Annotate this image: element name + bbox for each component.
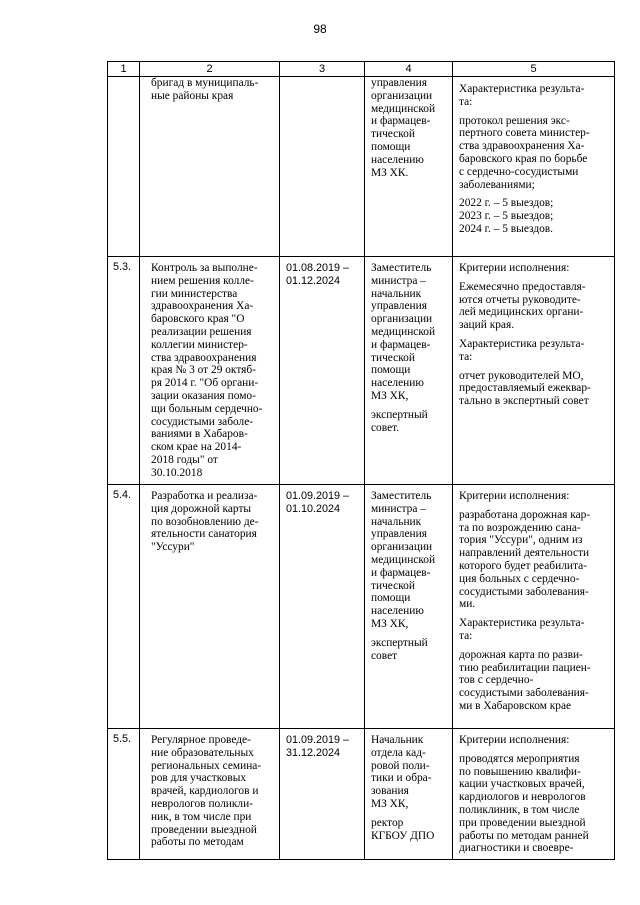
header-col-1: 1 (108, 62, 140, 77)
responsible-cell (365, 729, 453, 860)
row-number: 5.3. (113, 261, 132, 273)
responsible-cell (365, 257, 453, 485)
responsible-text: Заместитель министра – начальник управления организации медицинской и фармацев- тической помощи населению МЗ ХК, (371, 490, 436, 630)
dates-cell (280, 485, 365, 729)
description-cell (140, 729, 280, 860)
header-col-4: 4 (365, 62, 453, 77)
dates-text: 01.08.2019 – 01.12.2024 (286, 262, 350, 287)
responsible-cell (365, 485, 453, 729)
responsible-text: Заместитель министра – начальник управления организации медицинской и фармацев- тической помощи населению МЗ ХК, (371, 262, 436, 402)
description-cell (140, 257, 280, 485)
criteria-text: проводятся мероприятия по повышению квалифи- кации участковых врачей, кардиологов и неврологов поликлиник, в том числе при проведении выездной работы по методам ранней диагностики и своевре- (459, 752, 589, 855)
responsible-extra: экспертный совет. (371, 408, 428, 434)
header-col-3: 3 (280, 62, 365, 77)
header-col-2: 2 (140, 62, 280, 77)
description-cell (140, 77, 280, 257)
result-heading: Характеристика результа- та: (459, 337, 585, 363)
result-text: протокол решения экс- пертного совета министер- ства здравоохранения Ха- баровского края по борьбе с сердечно-сосудистыми заболеваниями; (459, 114, 590, 191)
table-row (108, 257, 615, 485)
description-text: Контроль за выполне- нием решения колле- гии министерства здравоохранения Ха- баровского края "О реализации решения коллегии министер- ства здравоохранения края № 3 от 29 октяб- ря 2014 г. "Об органи- зации оказания помо- щи больным сердечно- сосудистыми заболе- ваниями в Хабаров- ском крае на 2014- 2018 годы" от 30.10.2018 (151, 262, 263, 479)
result-text: отчет руководителей МО, предоставляемый ежеквар- тально в экспертный совет (459, 369, 591, 408)
row-number-cell (108, 729, 140, 860)
table-row (108, 729, 615, 860)
dates-cell (280, 729, 365, 860)
page-number: 98 (313, 22, 327, 36)
row-number-cell (108, 485, 140, 729)
responsible-extra: ректор КГБОУ ДПО (371, 816, 435, 842)
description-text: Регулярное проведе- ние образовательных региональных семина- ров для участковых врачей, кардиологов и неврологов поликли- ник, в том числе при проведении выездной работы по методам (151, 734, 262, 849)
result-heading: Характеристика результа- та: (459, 617, 585, 642)
row-number: 5.4. (113, 489, 132, 501)
criteria-heading: Критерии исполнения: (459, 490, 570, 502)
row-number: 5.5. (113, 733, 132, 745)
responsible-text: управления организации медицинской и фармацев- тической помощи населению МЗ ХК. (371, 77, 436, 179)
description-text: Разработка и реализа- ция дорожной карты по возобновлению де- ятельности санатория "Уссури" (151, 490, 259, 554)
dates-cell (280, 77, 365, 257)
criteria-text: Ежемесячно предоставля- ются отчеты руководите- лей медицинских органи- заций края. (459, 280, 586, 332)
dates-cell (280, 257, 365, 485)
result-text: дорожная карта по разви- тию реабилитации пациен- тов с сердечно- сосудистыми заболевания- ми в Хабаровском крае (459, 648, 591, 712)
row-number-cell (108, 77, 140, 257)
criteria-heading: Критерии исполнения: (459, 262, 570, 274)
result-cell (453, 485, 615, 729)
description-text: бригад в муниципаль- ные районы края (151, 77, 259, 102)
result-years: 2022 г. – 5 выездов; 2023 г. – 5 выездов; 2024 г. – 5 выездов. (459, 197, 554, 235)
responsible-extra: экспертный совет (371, 636, 428, 662)
criteria-text: разработана дорожная кар- та по возрождению сана- тория "Уссури", одним из направлений деятельности которого будет реабилита- ция больных с сердечно- сосудистыми заболевания- ми. (459, 508, 591, 611)
responsible-text: Начальник отдела кад- ровой поли- тики и обра- зования МЗ ХК, (371, 734, 432, 810)
table-row-continuation (108, 77, 615, 257)
description-cell (140, 485, 280, 729)
responsible-cell (365, 77, 453, 257)
table-header-row (108, 62, 615, 77)
dates-text: 01.09.2019 – 01.10.2024 (286, 490, 350, 515)
row-number-cell (108, 257, 140, 485)
table-row (108, 485, 615, 729)
result-cell (453, 77, 615, 257)
result-cell (453, 257, 615, 485)
result-cell (453, 729, 615, 860)
dates-text: 01.09.2019 – 31.12.2024 (286, 734, 350, 759)
result-heading: Характеристика результа- та: (459, 83, 585, 108)
plan-table (107, 61, 615, 860)
criteria-heading: Критерии исполнения: (459, 734, 570, 746)
header-col-5: 5 (453, 62, 615, 77)
